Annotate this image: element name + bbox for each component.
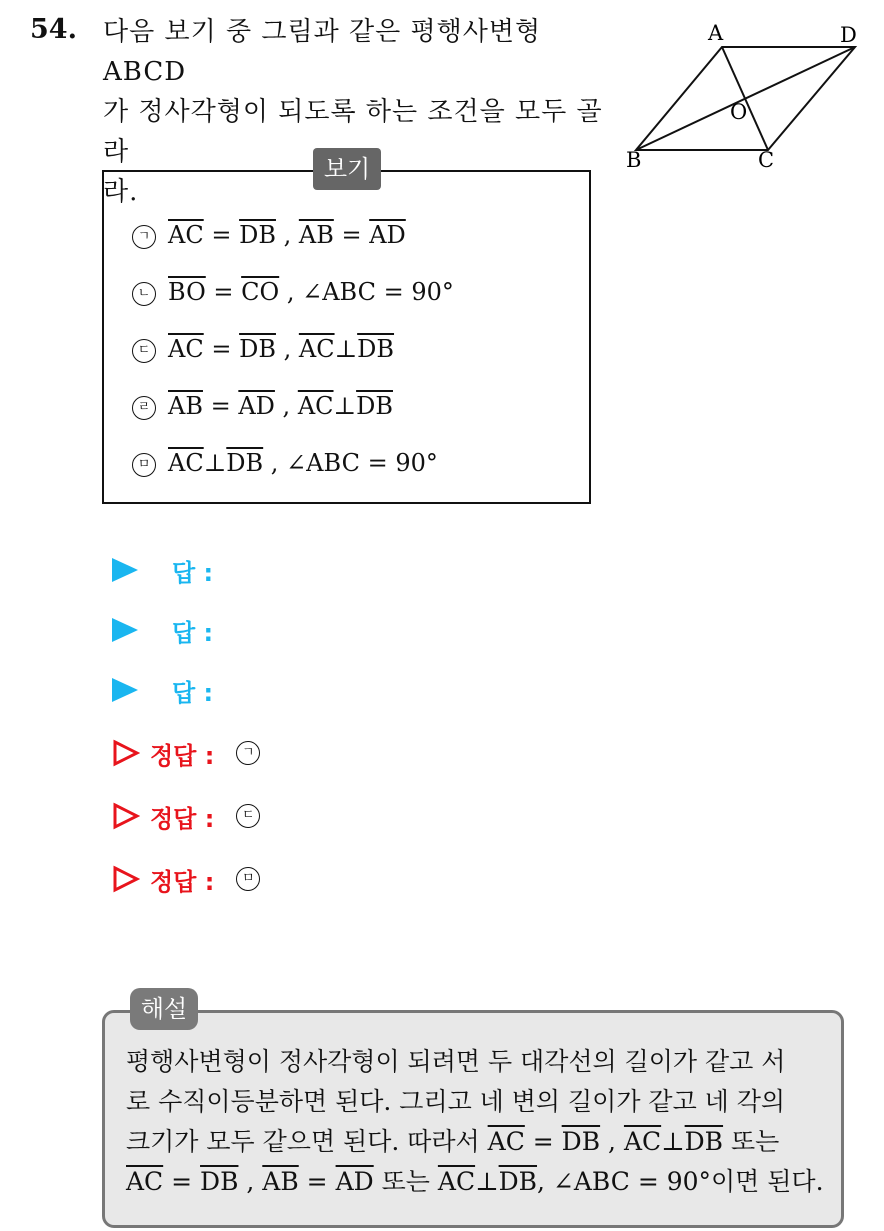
segment: $\overline{DB}$	[684, 1127, 724, 1156]
condition-mark: ㄷ	[132, 339, 156, 363]
correct-value: ㅁ	[236, 867, 260, 891]
operator: ⊥	[203, 449, 227, 477]
separator: ,	[238, 1167, 263, 1196]
condition-3	[132, 331, 394, 367]
angle-condition: ∠ABC = 90°	[286, 449, 438, 477]
correct-row-1	[112, 733, 260, 773]
separator: ,	[263, 449, 287, 477]
segment: $\overline{DB}$	[226, 449, 264, 477]
separator: ,	[275, 335, 299, 363]
segment: $\overline{AC}$	[126, 1167, 164, 1196]
correct-label: 정답 :	[150, 804, 215, 833]
explanation-line-3	[126, 1122, 826, 1162]
vertex-label-c: C	[758, 148, 775, 172]
separator: ,	[279, 278, 303, 306]
condition-mark: ㄹ	[132, 396, 156, 420]
diagonal-bd	[636, 47, 855, 150]
segment: $\overline{AC}$	[168, 221, 204, 249]
condition-mark: ㅁ	[132, 453, 156, 477]
segment: $\overline{AB}$	[262, 1167, 299, 1196]
outline-triangle-icon	[112, 802, 140, 830]
segment: $\overline{AD}$	[335, 1167, 374, 1196]
operator: =	[203, 335, 240, 363]
outline-triangle-icon	[112, 865, 140, 893]
vertex-label-d: D	[840, 23, 857, 47]
explanation-line-2: 로 수직이등분하면 된다. 그리고 네 변의 길이가 같고 네 각의	[126, 1087, 786, 1116]
segment: $\overline{AC}$	[298, 335, 335, 363]
correct-row-2	[112, 796, 260, 836]
answer-label: 답 :	[172, 678, 214, 707]
segment: $\overline{AC}$	[623, 1127, 662, 1156]
question-line-3: 라.	[103, 177, 139, 207]
outline-triangle-icon	[112, 739, 140, 767]
correct-value: ㄷ	[236, 804, 260, 828]
answer-row-3	[112, 670, 213, 710]
operator: =	[163, 1167, 201, 1196]
segment: $\overline{AC}$	[297, 392, 334, 420]
question-line-1: 다음 보기 중 그림과 같은 평행사변형 ABCD	[103, 17, 542, 87]
center-label-o: O	[730, 100, 748, 124]
condition-5	[132, 445, 438, 481]
separator: ,	[600, 1127, 624, 1156]
separator: ,	[274, 392, 298, 420]
operator: =	[205, 278, 242, 306]
segment: $\overline{DB}$	[561, 1127, 601, 1156]
condition-2	[132, 274, 454, 310]
angle-condition: ∠ABC = 90°	[302, 278, 454, 306]
segment: $\overline{AD}$	[369, 221, 406, 249]
operator: =	[202, 392, 239, 420]
vertex-label-b: B	[626, 148, 642, 172]
vertex-label-a: A	[708, 21, 724, 45]
explanation-text-fragment: 또는	[373, 1167, 438, 1196]
separator: ,	[275, 221, 299, 249]
segment: $\overline{AC}$	[168, 335, 204, 363]
question-line-2: 가 정사각형이 되도록 하는 조건을 모두 골라	[103, 97, 603, 167]
operator: ⊥	[333, 392, 357, 420]
answer-row-2	[112, 610, 213, 650]
segment: $\overline{DB}$	[356, 392, 393, 420]
segment: $\overline{DB}$	[498, 1167, 538, 1196]
segment: $\overline{AC}$	[487, 1127, 525, 1156]
question-number: 54.	[30, 14, 77, 45]
explanation-line-4	[126, 1162, 826, 1202]
answer-row-1	[112, 550, 213, 590]
play-triangle-icon	[112, 558, 138, 582]
operator: =	[524, 1127, 562, 1156]
segment: $\overline{AC}$	[168, 449, 204, 477]
condition-4	[132, 388, 393, 424]
correct-label: 정답 :	[150, 867, 215, 896]
explanation-text	[126, 1042, 826, 1202]
segment: $\overline{AD}$	[238, 392, 275, 420]
explanation-line-1: 평행사변형이 정사각형이 되려면 두 대각선의 길이가 같고 서	[126, 1047, 786, 1076]
operator: ⊥	[475, 1167, 499, 1196]
segment: $\overline{DB}$	[239, 335, 276, 363]
correct-value: ㄱ	[236, 741, 260, 765]
play-triangle-icon	[112, 678, 138, 702]
explanation-title: 해설	[130, 988, 198, 1030]
segment: $\overline{DB}$	[200, 1167, 239, 1196]
correct-label: 정답 :	[150, 741, 215, 770]
operator: ⊥	[334, 335, 358, 363]
operator: =	[333, 221, 370, 249]
explanation-text-fragment: , ∠ABC = 90°이면 된다.	[537, 1167, 824, 1196]
explanation-text-fragment: 또는	[723, 1127, 780, 1156]
segment: $\overline{DB}$	[357, 335, 395, 363]
correct-row-3	[112, 859, 260, 899]
condition-1	[132, 217, 406, 253]
segment: $\overline{BO}$	[168, 278, 206, 306]
answer-label: 답 :	[172, 558, 214, 587]
segment: $\overline{AB}$	[298, 221, 334, 249]
segment: $\overline{AC}$	[437, 1167, 476, 1196]
operator: =	[298, 1167, 336, 1196]
condition-mark: ㄴ	[132, 282, 156, 306]
condition-mark: ㄱ	[132, 225, 156, 249]
segment: $\overline{DB}$	[239, 221, 276, 249]
operator: =	[203, 221, 240, 249]
answer-label: 답 :	[172, 618, 214, 647]
bogi-title: 보기	[313, 148, 381, 190]
segment: $\overline{CO}$	[241, 278, 280, 306]
segment: $\overline{AB}$	[168, 392, 203, 420]
parallelogram-figure	[620, 20, 870, 180]
operator: ⊥	[661, 1127, 685, 1156]
play-triangle-icon	[112, 618, 138, 642]
explanation-text-fragment: 크기가 모두 같으면 된다. 따라서	[126, 1127, 488, 1156]
